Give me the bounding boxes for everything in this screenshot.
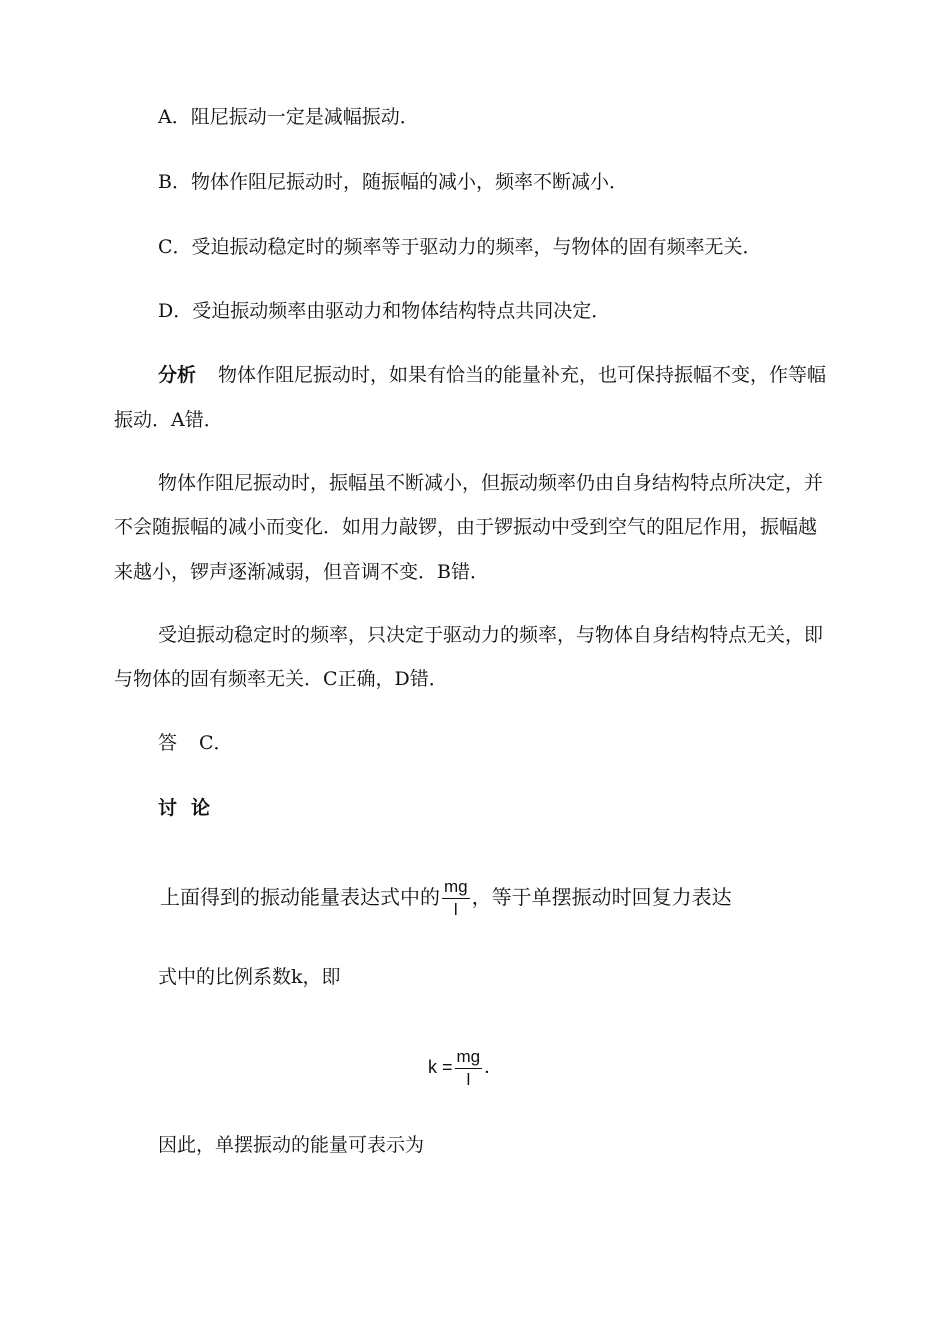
discussion-heading-char-1: 讨 [158,797,178,819]
analysis-paragraph-2-line-1: 物体作阻尼振动时，振幅虽不断减小，但振动频率仍由自身结构特点所决定，并 [158,472,824,494]
discussion-heading [158,797,210,819]
discussion-line-3: 因此，单摆振动的能量可表示为 [158,1134,425,1156]
equation-k [428,1042,502,1092]
answer-value: C． [199,732,233,754]
analysis-text: 物体作阻尼振动时，如果有恰当的能量补充，也可保持振幅不变，作等幅 [218,364,827,386]
analysis-paragraph-1-line-1 [158,364,826,386]
analysis-paragraph-2-line-3: 来越小，锣声逐渐减弱，但音调不变．B错． [114,561,489,583]
discussion-line-1 [160,874,732,920]
equation-lhs: k = [428,1057,453,1077]
analysis-heading: 分析 [158,364,197,386]
equation-denominator: l [466,1069,471,1089]
answer-line [158,732,233,754]
option-a: A．阻尼振动一定是减幅振动． [158,106,419,128]
fraction-denominator: l [453,900,458,919]
option-c: C．受迫振动稳定时的频率等于驱动力的频率，与物体的固有频率无关． [158,236,762,258]
analysis-paragraph-2-line-2: 不会随振幅的减小而变化．如用力敲锣，由于锣振动中受到空气的阻尼作用，振幅越 [114,516,818,538]
fraction-numerator: mg [442,877,470,899]
option-b: B．物体作阻尼振动时，随振幅的减小，频率不断减小． [158,171,628,193]
answer-label: 答 [158,732,178,754]
discussion-line-1-after: ，等于单摆振动时回复力表达 [471,885,732,909]
option-d: D．受迫振动频率由驱动力和物体结构特点共同决定． [158,300,611,322]
analysis-paragraph-3-line-2: 与物体的固有频率无关．C正确，D错． [114,668,448,690]
discussion-heading-char-2: 论 [191,797,211,819]
analysis-paragraph-3-line-1: 受迫振动稳定时的频率，只决定于驱动力的频率，与物体自身结构特点无关，即 [158,624,824,646]
fraction-mg-over-l [442,877,470,920]
analysis-paragraph-1-line-2: 振动．A错． [114,409,223,431]
equation-period: ． [484,1057,503,1077]
equation-numerator: mg [455,1047,483,1069]
discussion-line-2: 式中的比例系数k，即 [158,966,341,988]
equation-fraction [455,1047,483,1090]
discussion-line-1-before: 上面得到的振动能量表达式中的 [160,885,440,909]
